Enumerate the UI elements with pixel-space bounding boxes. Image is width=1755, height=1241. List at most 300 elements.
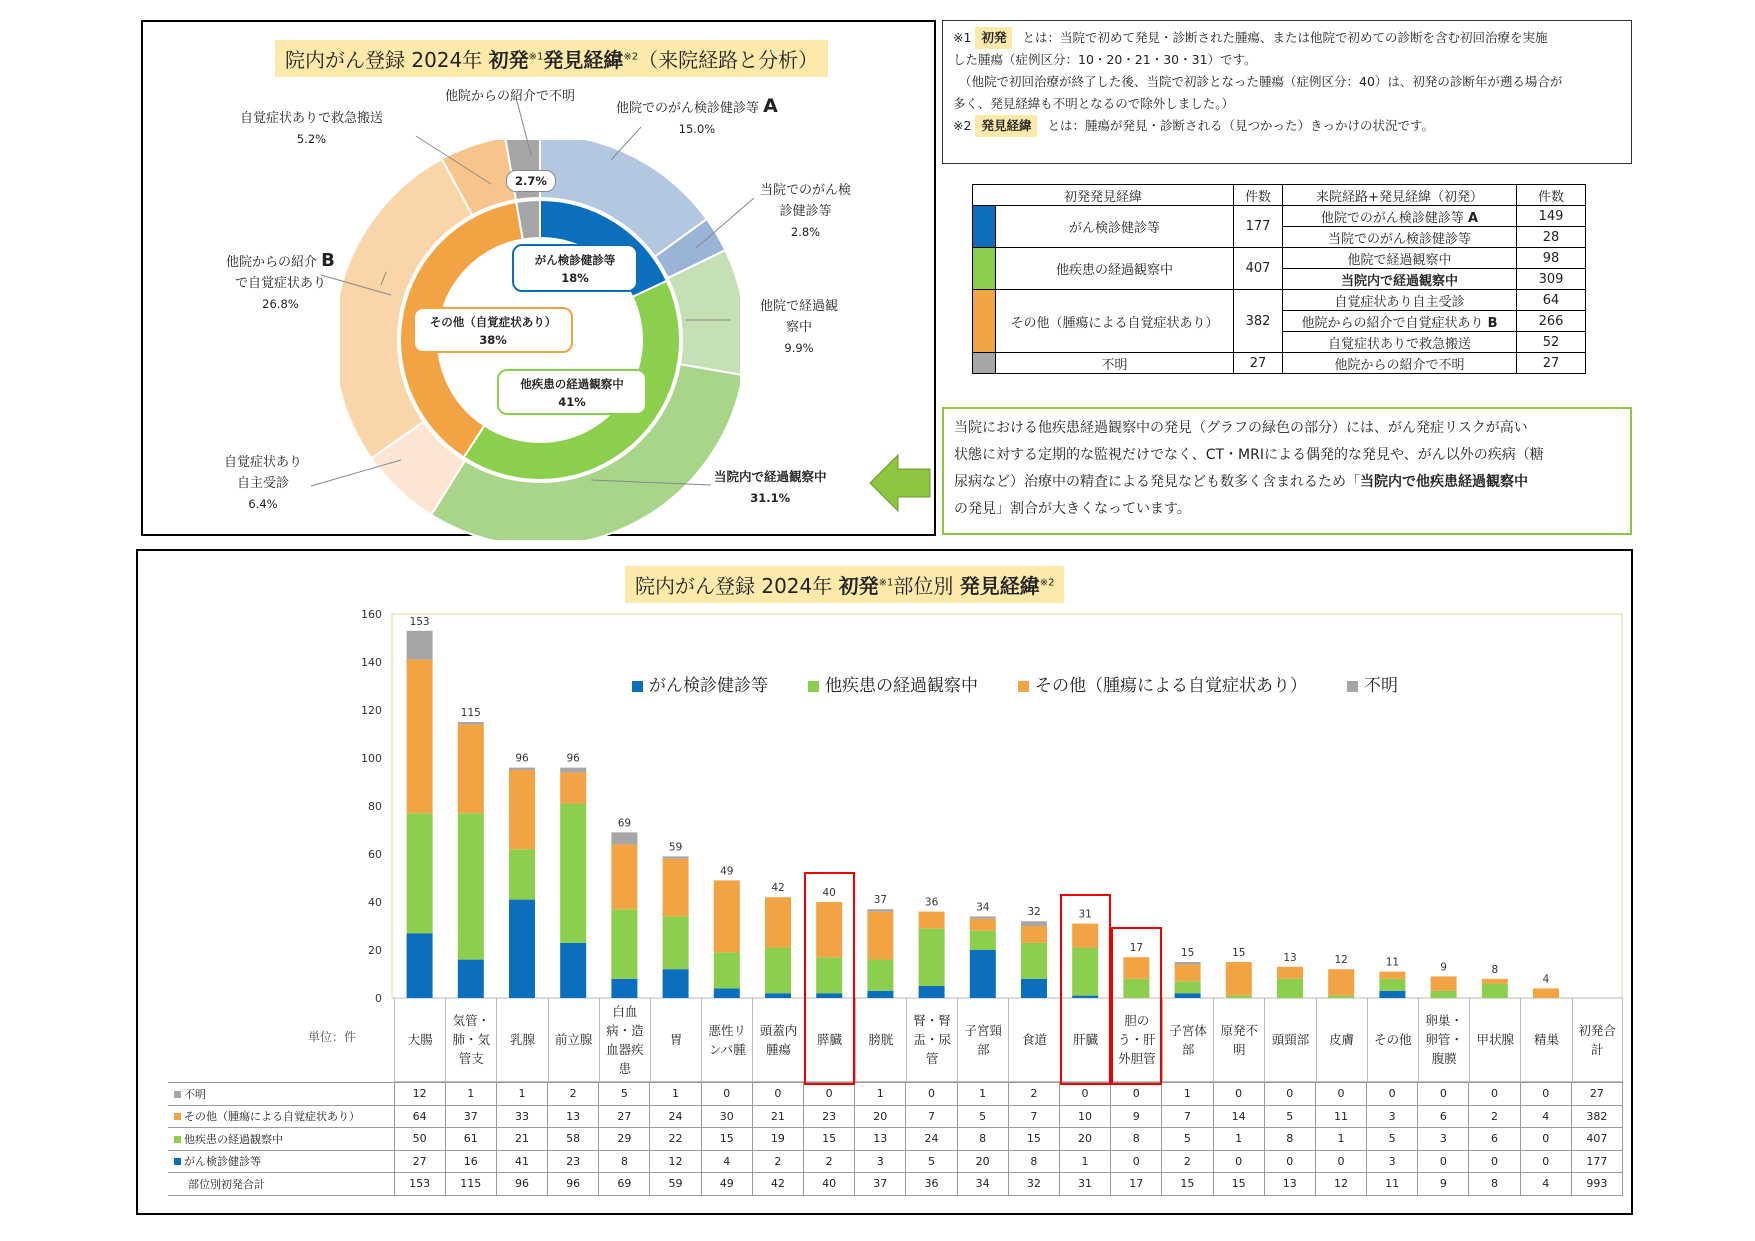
table-cell: 0 — [701, 1083, 752, 1106]
table-cell: 20 — [957, 1150, 1008, 1173]
bar-segment — [1277, 967, 1303, 979]
table-cell: 0 — [1520, 1128, 1571, 1151]
row-count: 149 — [1517, 206, 1586, 227]
bar-total-label: 15 — [1232, 947, 1246, 959]
col-header: 件数 — [1517, 185, 1586, 206]
bar-segment — [663, 859, 689, 917]
table-cell: 61 — [445, 1128, 496, 1151]
table-cell: 64 — [394, 1105, 445, 1128]
bar-title: 院内がん登録 2024年 初発$^{※1}$部位別 発見経緯$^{※2}$ — [625, 566, 1064, 603]
group-name: その他（腫瘍による自覚症状あり） — [996, 290, 1234, 353]
bar-total-label: 115 — [460, 707, 481, 719]
y-tick-label: 160 — [361, 608, 382, 621]
category-label: 腎・腎 盂・尿 管 — [906, 998, 957, 1082]
bar-total-label: 31 — [1078, 908, 1092, 921]
bar-segment — [663, 969, 689, 998]
table-cell: 3 — [855, 1150, 906, 1173]
category-label: 皮膚 — [1316, 998, 1367, 1082]
bar-total-label: 49 — [720, 865, 734, 878]
table-cell: 382 — [1571, 1105, 1622, 1128]
bar-segment — [714, 988, 740, 998]
category-label: 子宮体 部 — [1162, 998, 1213, 1082]
table-cell: 6 — [1469, 1128, 1520, 1151]
table-cell: 0 — [1059, 1083, 1110, 1106]
table-cell: 41 — [496, 1150, 547, 1173]
bar-segment — [560, 772, 586, 803]
bar-segment — [663, 916, 689, 969]
category-label: 頭蓋内 腫瘍 — [752, 998, 803, 1082]
bar-segment — [1175, 964, 1201, 981]
legend-swatch — [174, 1158, 181, 1165]
table-cell: 21 — [752, 1105, 803, 1128]
table-cell: 3 — [1367, 1150, 1418, 1173]
category-label: 初発合 計 — [1572, 998, 1623, 1082]
bar-total-label: 59 — [668, 841, 683, 854]
bar-segment — [919, 912, 945, 929]
y-tick-label: 80 — [368, 800, 382, 813]
category-label: 原発不 明 — [1213, 998, 1264, 1082]
table-cell: 15 — [1008, 1128, 1059, 1151]
table-cell: 993 — [1571, 1173, 1622, 1196]
category-label: 悪性リ ンパ腫 — [701, 998, 752, 1082]
table-cell: 27 — [1571, 1083, 1622, 1106]
legend-item: 他疾患の経過観察中 — [808, 671, 978, 696]
label-emergency: 自覚症状ありで救急搬送 5.2% — [240, 111, 384, 146]
table-cell: 3 — [1367, 1105, 1418, 1128]
callout-screening: がん検診健診等 18% — [512, 244, 638, 292]
table-cell: 37 — [445, 1105, 496, 1128]
table-cell: 0 — [1418, 1150, 1469, 1173]
group-count: 407 — [1234, 248, 1283, 290]
donut-title: 院内がん登録 2024年 初発$^{※1}$発見経緯$^{※2}$（来院経路と分析） — [275, 40, 828, 77]
category-label: 気管・ 肺・気 管支 — [445, 998, 496, 1082]
bar-segment — [611, 979, 637, 998]
table-cell: 0 — [1520, 1150, 1571, 1173]
table-cell: 4 — [701, 1150, 752, 1173]
table-cell: 4 — [1520, 1105, 1571, 1128]
table-cell: 11 — [1315, 1105, 1366, 1128]
bar-segment — [407, 813, 433, 933]
bar-segment — [407, 933, 433, 998]
table-cell: 8 — [1469, 1173, 1520, 1196]
bar-segment — [867, 909, 893, 911]
y-tick-label: 20 — [368, 944, 382, 957]
table-cell: 15 — [804, 1128, 855, 1151]
bar-segment — [1175, 962, 1201, 964]
highlight-box — [1111, 927, 1162, 1085]
row-count: 266 — [1517, 311, 1586, 332]
table-cell: 12 — [650, 1150, 701, 1173]
table-cell: 34 — [957, 1173, 1008, 1196]
data-table — [168, 1082, 1623, 1196]
legend-swatch — [174, 1113, 181, 1120]
row-count: 52 — [1517, 332, 1586, 353]
label-referral-symptoms: 他院からの紹介 B で自覚症状あり 26.8% — [226, 250, 335, 311]
table-cell: 0 — [1264, 1083, 1315, 1106]
table-cell: 1 — [445, 1083, 496, 1106]
bar-total-label: 15 — [1180, 947, 1195, 959]
y-tick-label: 120 — [361, 704, 382, 717]
table-cell: 1 — [957, 1083, 1008, 1106]
bar-total-label: 32 — [1027, 906, 1041, 919]
table-cell: 5 — [599, 1083, 650, 1106]
group-count: 382 — [1234, 290, 1283, 353]
table-cell: 8 — [957, 1128, 1008, 1151]
bar-segment — [509, 768, 535, 770]
bar-segment — [867, 912, 893, 960]
table-cell: 13 — [1264, 1173, 1315, 1196]
bar-segment — [1379, 979, 1405, 991]
row-label: 他院でのがん検診健診等 A — [1283, 206, 1517, 227]
table-cell: 40 — [804, 1173, 855, 1196]
bar-segment — [1482, 979, 1508, 984]
table-cell: 12 — [394, 1083, 445, 1106]
table-cell: 49 — [701, 1173, 752, 1196]
bar-segment — [560, 768, 586, 773]
table-cell: 30 — [701, 1105, 752, 1128]
table-cell: 8 — [1008, 1150, 1059, 1173]
table-cell: 23 — [548, 1150, 599, 1173]
bar-segment — [458, 960, 484, 998]
bar-segment — [407, 660, 433, 814]
row-count: 64 — [1517, 290, 1586, 311]
legend-swatch — [174, 1136, 181, 1143]
bar-segment — [1021, 943, 1047, 979]
bar-total-label: 9 — [1440, 961, 1447, 974]
group-count: 27 — [1234, 353, 1283, 374]
table-cell: 0 — [1520, 1083, 1571, 1106]
bar-segment — [1021, 979, 1047, 998]
category-label: 乳腺 — [496, 998, 547, 1082]
table-cell: 32 — [1008, 1173, 1059, 1196]
table-cell: 6 — [1418, 1105, 1469, 1128]
table-cell: 2 — [1162, 1150, 1213, 1173]
group-name: 不明 — [996, 353, 1234, 374]
table-cell: 1 — [1213, 1128, 1264, 1151]
row-header: がん検診健診等 — [168, 1150, 394, 1173]
col-header: 件数 — [1234, 185, 1283, 206]
table-cell: 10 — [1059, 1105, 1110, 1128]
bar-total-label: 96 — [566, 752, 580, 765]
table-cell: 58 — [548, 1128, 599, 1151]
bar-total-label: 17 — [1129, 942, 1144, 955]
bar-segment — [1379, 991, 1405, 998]
row-label: 当院内で経過観察中 — [1283, 269, 1517, 290]
table-cell: 15 — [1213, 1173, 1264, 1196]
bar-segment — [714, 952, 740, 988]
row-label: 当院でのがん検診健診等 — [1283, 227, 1517, 248]
table-cell: 24 — [906, 1128, 957, 1151]
table-cell: 37 — [855, 1173, 906, 1196]
bar-total-label: 40 — [822, 887, 836, 899]
bar-segment — [970, 950, 996, 998]
bar-total-label: 12 — [1334, 954, 1348, 967]
table-cell: 96 — [496, 1173, 547, 1196]
bar-total-label: 13 — [1283, 951, 1297, 964]
bar-segment — [458, 724, 484, 813]
category-label: 甲状腺 — [1469, 998, 1520, 1082]
category-label: 胆の う・肝 外胆管 — [1111, 998, 1162, 1082]
row-label: 自覚症状あり自主受診 — [1283, 290, 1517, 311]
table-cell: 5 — [1162, 1128, 1213, 1151]
table-cell: 9 — [1111, 1105, 1162, 1128]
bar-total-label: 153 — [409, 615, 430, 628]
table-cell: 0 — [1418, 1083, 1469, 1106]
table-cell: 153 — [394, 1173, 445, 1196]
table-cell: 1 — [496, 1083, 547, 1106]
row-label: 他院からの紹介で自覚症状あり B — [1283, 311, 1517, 332]
table-cell: 7 — [906, 1105, 957, 1128]
y-tick-label: 40 — [368, 896, 382, 909]
table-row — [168, 1105, 1623, 1128]
table-cell: 0 — [752, 1083, 803, 1106]
table-cell: 31 — [1059, 1173, 1110, 1196]
category-label: 大腸 — [394, 998, 445, 1082]
table-cell: 27 — [599, 1105, 650, 1128]
table-cell: 0 — [1213, 1083, 1264, 1106]
row-label: 自覚症状ありで救急搬送 — [1283, 332, 1517, 353]
table-cell: 13 — [548, 1105, 599, 1128]
table-cell: 11 — [1367, 1173, 1418, 1196]
bar-total-label: 42 — [771, 882, 785, 895]
y-tick-label: 140 — [361, 656, 382, 669]
table-cell: 0 — [1111, 1083, 1162, 1106]
table-cell: 2 — [752, 1150, 803, 1173]
row-count: 27 — [1517, 353, 1586, 374]
category-label: 頭頸部 — [1264, 998, 1315, 1082]
table-cell: 14 — [1213, 1105, 1264, 1128]
table-cell: 3 — [1418, 1128, 1469, 1151]
bar-segment — [611, 832, 637, 844]
table-cell: 2 — [1469, 1105, 1520, 1128]
table-cell: 5 — [1367, 1128, 1418, 1151]
table-cell: 0 — [906, 1083, 957, 1106]
category-label: 肝臓 — [1060, 998, 1111, 1082]
category-label: 膵臓 — [804, 998, 855, 1082]
category-label: 卵巣・ 卵管・ 腹膜 — [1418, 998, 1469, 1082]
table-cell: 1 — [650, 1083, 701, 1106]
y-tick-label: 100 — [361, 752, 382, 765]
category-label: 食道 — [1008, 998, 1059, 1082]
bar-total-label: 4 — [1542, 973, 1550, 986]
group-count: 177 — [1234, 206, 1283, 248]
row-count: 309 — [1517, 269, 1586, 290]
table-cell: 0 — [1315, 1083, 1366, 1106]
category-label: その他 — [1367, 998, 1418, 1082]
table-cell: 1 — [1162, 1083, 1213, 1106]
bar-segment — [1482, 984, 1508, 998]
bar-segment — [970, 916, 996, 918]
table-cell: 5 — [957, 1105, 1008, 1128]
category-label: 白血 病・造 血器疾 患 — [599, 998, 650, 1082]
table-cell: 2 — [548, 1083, 599, 1106]
table-cell: 1 — [1059, 1150, 1110, 1173]
bar-segment — [1021, 926, 1047, 943]
bar-total-label: 8 — [1491, 963, 1499, 976]
bar-segment — [458, 722, 484, 724]
bar-segment — [765, 948, 791, 994]
table-cell: 0 — [1367, 1083, 1418, 1106]
callout-observation: 他疾患の経過観察中 41% — [497, 369, 647, 415]
row-header: 部位別初発合計 — [168, 1173, 394, 1196]
table-cell: 5 — [1264, 1105, 1315, 1128]
table-cell: 2 — [804, 1150, 855, 1173]
table-cell: 8 — [599, 1150, 650, 1173]
table-cell: 15 — [701, 1128, 752, 1151]
bar-segment — [867, 991, 893, 998]
table-cell: 59 — [650, 1173, 701, 1196]
row-count: 28 — [1517, 227, 1586, 248]
label-other-observation: 他院で経過観 察中 9.9% — [760, 299, 839, 355]
bar-segment — [663, 856, 689, 858]
table-cell: 69 — [599, 1173, 650, 1196]
table-cell: 0 — [1213, 1150, 1264, 1173]
table-row — [168, 1083, 1623, 1106]
table-cell: 12 — [1315, 1173, 1366, 1196]
callout-other-symptoms: その他（自覚症状あり） 38% — [413, 307, 573, 353]
row-label: 他院で経過観察中 — [1283, 248, 1517, 269]
bar-segment — [509, 770, 535, 849]
table-cell: 50 — [394, 1128, 445, 1151]
legend-item: その他（腫瘍による自覚症状あり） — [1018, 671, 1307, 696]
table-row — [168, 1173, 1623, 1196]
col-header: 初発発見経緯 — [973, 185, 1234, 206]
bar-segment — [919, 986, 945, 998]
bar-segment — [1021, 921, 1047, 926]
table-cell: 7 — [1008, 1105, 1059, 1128]
highlight-box — [804, 872, 855, 1085]
table-cell: 33 — [496, 1105, 547, 1128]
y-tick-label: 0 — [375, 992, 382, 1005]
bar-segment — [1175, 981, 1201, 993]
bar-segment — [970, 931, 996, 950]
bar-segment — [458, 813, 484, 959]
legend-item: 不明 — [1347, 671, 1398, 696]
table-cell: 21 — [496, 1128, 547, 1151]
bar-segment — [611, 909, 637, 979]
group-name: がん検診健診等 — [996, 206, 1234, 248]
table-cell: 23 — [804, 1105, 855, 1128]
bar-segment — [560, 943, 586, 998]
label-own-screening: 当院でのがん検 診健診等 2.8% — [760, 183, 852, 239]
table-cell: 0 — [804, 1083, 855, 1106]
category-label: 子宮頸 部 — [957, 998, 1008, 1082]
bar-total-label: 69 — [617, 817, 632, 830]
table-cell: 1 — [855, 1083, 906, 1106]
bar-segment — [714, 880, 740, 952]
bar-segment — [1431, 991, 1457, 998]
table-cell: 7 — [1162, 1105, 1213, 1128]
table-cell: 0 — [1469, 1083, 1520, 1106]
table-cell: 0 — [1264, 1150, 1315, 1173]
table-cell: 8 — [1111, 1128, 1162, 1151]
bar-segment — [611, 844, 637, 909]
table-cell: 17 — [1111, 1173, 1162, 1196]
table-cell: 19 — [752, 1128, 803, 1151]
table-cell: 5 — [906, 1150, 957, 1173]
table-cell: 0 — [1315, 1150, 1366, 1173]
y-tick-label: 60 — [368, 848, 382, 861]
table-cell: 2 — [1008, 1083, 1059, 1106]
legend-item: がん検診健診等 — [632, 671, 768, 696]
table-cell: 27 — [394, 1150, 445, 1173]
bar-segment — [560, 804, 586, 943]
callout-unknown: 2.7% — [506, 170, 556, 192]
table-cell: 16 — [445, 1150, 496, 1173]
category-label: 前立腺 — [548, 998, 599, 1082]
table-cell: 24 — [650, 1105, 701, 1128]
bar-segment — [970, 919, 996, 931]
bar-segment — [509, 900, 535, 998]
label-self-visit: 自覚症状あり 自主受診 6.4% — [224, 455, 303, 511]
row-count: 98 — [1517, 248, 1586, 269]
observation-note: 当院における他疾患経過観察中の発見（グラフの緑色の部分）には、がん発症リスクが高い 状態に対する定期的な監視だけでなく、CT・MRIによる偶発的な発見や、がん以外の疾病（糖 尿病など）治療中の精査による発見なども数多く含まれるため「当院内で他疾患経過観察中 の発見」割合が大きくなっています。 — [942, 407, 1632, 535]
table-cell: 42 — [752, 1173, 803, 1196]
row-header: その他（腫瘍による自覚症状あり） — [168, 1105, 394, 1128]
bar-segment — [1328, 969, 1354, 995]
table-cell: 20 — [855, 1105, 906, 1128]
label-other-clinic-screening: 他院でのがん検診健診等 A 15.0% — [616, 95, 778, 136]
bar-segment — [407, 631, 433, 660]
table-cell: 407 — [1571, 1128, 1622, 1151]
table-row — [168, 1128, 1623, 1151]
bar-segment — [919, 928, 945, 986]
table-cell: 9 — [1418, 1173, 1469, 1196]
table-cell: 8 — [1264, 1128, 1315, 1151]
table-cell: 20 — [1059, 1128, 1110, 1151]
group-name: 他疾患の経過観察中 — [996, 248, 1234, 290]
label-other-clinic-unknown: 他院からの紹介で不明 — [445, 89, 576, 104]
legend-swatch — [174, 1091, 181, 1098]
col-header: 来院経路+発見経緯（初発） — [1283, 185, 1517, 206]
bar-segment — [509, 849, 535, 899]
bar-total-label: 96 — [515, 752, 529, 765]
bar-segment — [1277, 979, 1303, 998]
table-cell: 36 — [906, 1173, 957, 1196]
table-cell: 4 — [1520, 1173, 1571, 1196]
bar-total-label: 34 — [976, 901, 990, 914]
row-label: 他院からの紹介で不明 — [1283, 353, 1517, 374]
table-cell: 0 — [1111, 1150, 1162, 1173]
table-cell: 15 — [1162, 1173, 1213, 1196]
bar-total-label: 37 — [873, 894, 888, 907]
row-header: 他疾患の経過観察中 — [168, 1128, 394, 1151]
definition-notes: ※1 初発 とは：当院で初めて発見・診断された腫瘍、または他院で初めての診断を含む初回治療を実施 した腫瘍（症例区分：10・20・21・30・31）です。 （他院で初回治療が終了した後、当院で初診となった腫瘍（症例区分：40）は、初発の診断年が遡る場合が 多く、発見経緯も不明となるので除外しました。） ※2 発見経緯 とは：腫瘍が発見・診断される（見つかった）きっかけの状況です。 — [942, 20, 1632, 164]
table-cell: 13 — [855, 1128, 906, 1151]
category-label: 胃 — [650, 998, 701, 1082]
label-own-observation: 当院内で経過観察中 31.1% — [714, 469, 827, 505]
bar-segment — [867, 960, 893, 991]
table-cell: 177 — [1571, 1150, 1622, 1173]
table-cell: 22 — [650, 1128, 701, 1151]
table-row — [168, 1150, 1623, 1173]
row-header: 不明 — [168, 1083, 394, 1106]
table-cell: 1 — [1315, 1128, 1366, 1151]
unit-label: 単位：件 — [308, 1030, 357, 1044]
bar-total-label: 11 — [1385, 956, 1400, 969]
category-label: 膀胱 — [855, 998, 906, 1082]
bar-total-label: 36 — [924, 896, 939, 909]
table-cell: 29 — [599, 1128, 650, 1151]
bar-segment — [1533, 988, 1559, 998]
bar-segment — [1431, 976, 1457, 990]
category-label: 精巣 — [1520, 998, 1571, 1082]
bar-segment — [1226, 962, 1252, 996]
bar-segment — [765, 897, 791, 947]
highlight-box — [1060, 894, 1111, 1085]
table-cell: 0 — [1469, 1150, 1520, 1173]
table-cell: 115 — [445, 1173, 496, 1196]
